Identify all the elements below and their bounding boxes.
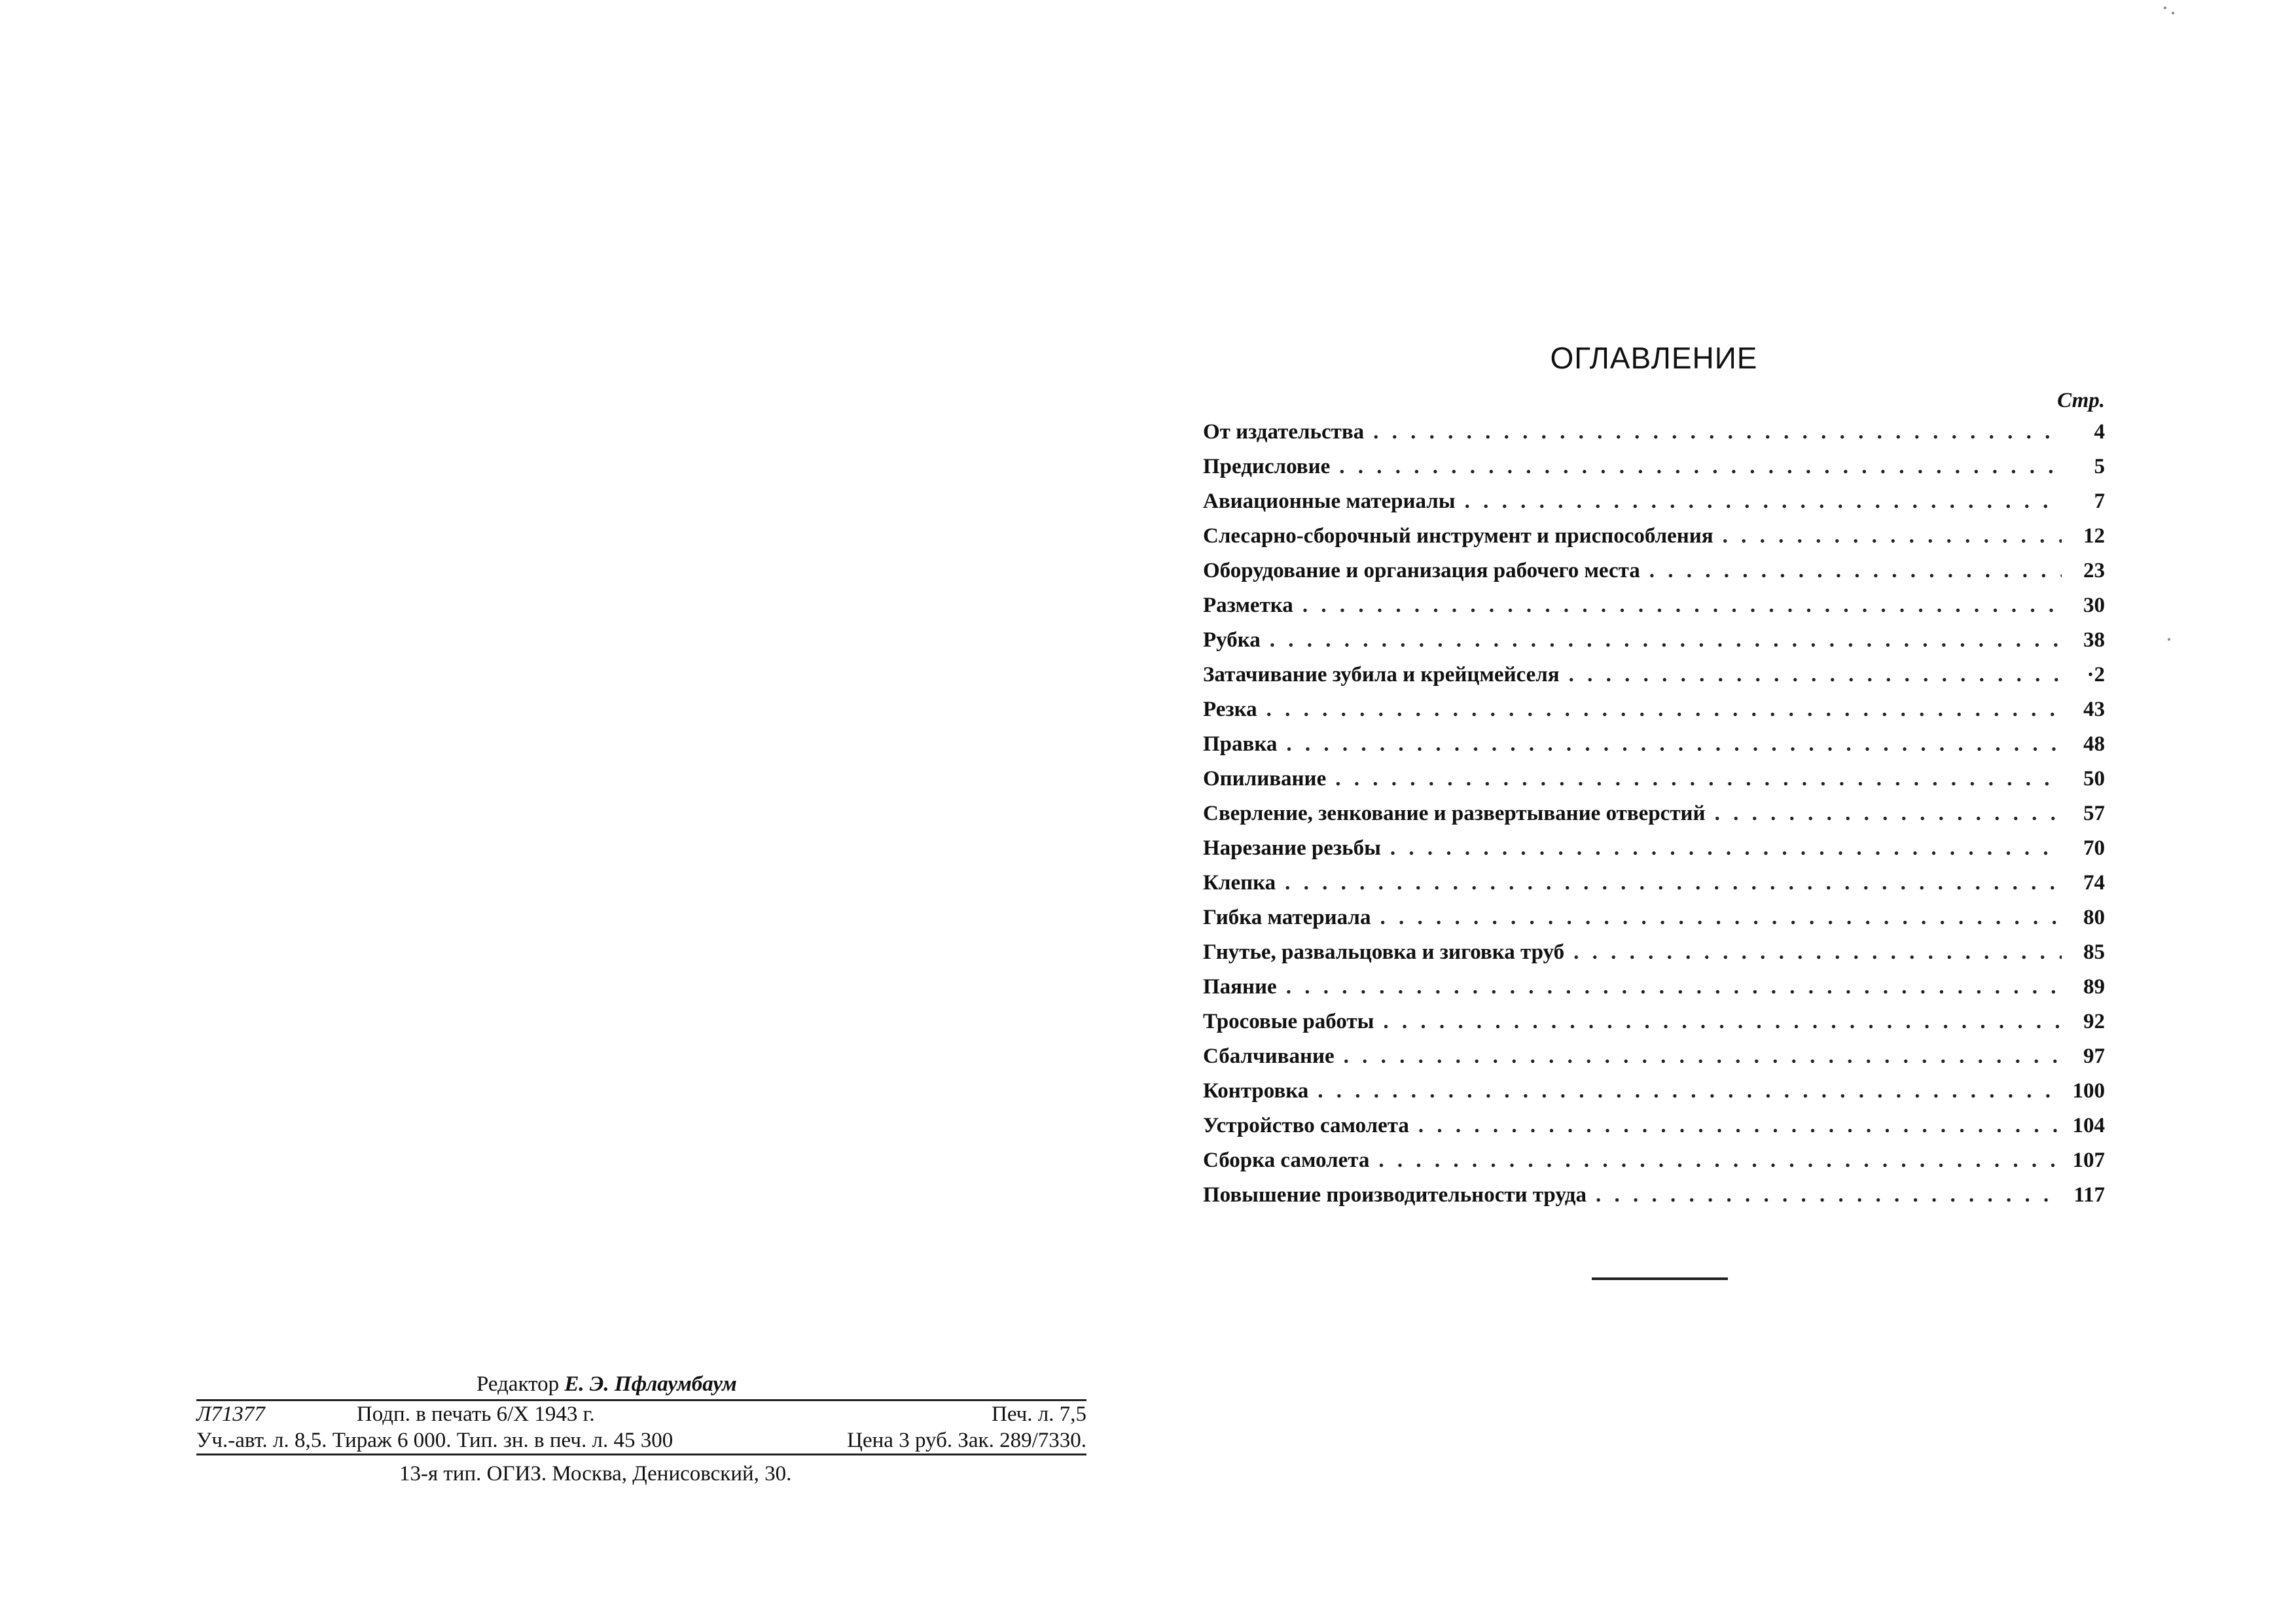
toc-entry-list xyxy=(1203,415,2105,1213)
toc-entry-label: Правка xyxy=(1203,732,1278,756)
toc-entry xyxy=(1203,658,2105,692)
toc-entry-label: Сборка самолета xyxy=(1203,1149,1370,1172)
editor-name: Е. Э. Пфлаумбаум xyxy=(564,1372,737,1396)
imprint-signed-date: Подп. в печать 6/X 1943 г. xyxy=(356,1402,595,1426)
editor-prefix: Редактор xyxy=(476,1372,560,1396)
toc-entry-page: 5 xyxy=(2094,455,2105,478)
toc-entry xyxy=(1203,519,2105,554)
toc-dot-leader xyxy=(1573,935,2062,970)
toc-dot-leader xyxy=(1723,519,2062,554)
toc-entry xyxy=(1203,1005,2105,1039)
scan-speck xyxy=(2164,7,2166,9)
toc-entry xyxy=(1203,935,2105,970)
toc-page-column-header: Стр. xyxy=(2057,389,2105,412)
toc-entry xyxy=(1203,450,2105,484)
scan-speck xyxy=(2168,638,2170,641)
toc-dot-leader xyxy=(1285,866,2062,901)
toc-entry-label: Разметка xyxy=(1203,594,1293,617)
toc-entry xyxy=(1203,484,2105,519)
toc-entry-page: 80 xyxy=(2083,906,2105,929)
toc-entry-label: Предисловие xyxy=(1203,455,1331,478)
toc-entry-label: От издательства xyxy=(1203,420,1365,444)
publication-imprint xyxy=(196,1369,1086,1492)
toc-entry-page: 89 xyxy=(2083,975,2105,999)
toc-entry xyxy=(1203,1074,2105,1109)
toc-entry-page: 85 xyxy=(2083,940,2105,964)
toc-entry xyxy=(1203,796,2105,831)
toc-entry xyxy=(1203,554,2105,588)
toc-entry-label: Опиливание xyxy=(1203,767,1327,791)
toc-entry-page: 43 xyxy=(2083,698,2105,721)
toc-dot-leader xyxy=(1383,1005,2062,1039)
toc-entry-page: 7 xyxy=(2094,490,2105,513)
toc-entry-label: Слесарно-сборочный инструмент и приспособления xyxy=(1203,524,1713,548)
toc-entry-page: 38 xyxy=(2083,628,2105,652)
toc-entry-label: Контровка xyxy=(1203,1079,1309,1103)
imprint-details: Уч.-авт. л. 8,5. Тираж 6 000. Тип. зн. в печ. л. 45 300 xyxy=(196,1429,673,1452)
toc-entry-page: 57 xyxy=(2083,802,2105,825)
toc-entry-label: Сбалчивание xyxy=(1203,1044,1335,1068)
toc-entry-page: 23 xyxy=(2083,559,2105,582)
toc-entry-page: 4 xyxy=(2094,420,2105,444)
toc-dot-leader xyxy=(1344,1039,2062,1074)
imprint-print-sheets: Печ. л. 7,5 xyxy=(992,1402,1086,1426)
toc-entry-page: 30 xyxy=(2083,594,2105,617)
toc-dot-leader xyxy=(1339,450,2062,484)
toc-dot-leader xyxy=(1373,415,2062,450)
toc-entry-label: Тросовые работы xyxy=(1203,1010,1374,1033)
toc-dot-leader xyxy=(1465,484,2062,519)
toc-dot-leader xyxy=(1270,623,2062,658)
toc-entry-label: Затачивание зубила и крейцмейселя xyxy=(1203,663,1560,687)
toc-dot-leader xyxy=(1418,1109,2062,1143)
toc-entry-page: 92 xyxy=(2083,1010,2105,1033)
toc-entry xyxy=(1203,692,2105,727)
toc-dot-leader xyxy=(1378,1143,2062,1178)
toc-dot-leader xyxy=(1715,796,2062,831)
toc-entry-label: Гнутье, развальцовка и зиговка труб xyxy=(1203,940,1565,964)
editor-line xyxy=(196,1369,1086,1399)
toc-entry-label: Повышение производительности труда xyxy=(1203,1183,1587,1207)
toc-dot-leader xyxy=(1596,1178,2062,1213)
toc-entry xyxy=(1203,623,2105,658)
toc-entry-label: Сверление, зенкование и развертывание отверстий xyxy=(1203,802,1706,825)
toc-entry xyxy=(1203,970,2105,1005)
imprint-line-2 xyxy=(196,1427,1086,1454)
toc-entry xyxy=(1203,901,2105,935)
toc-entry-page: 100 xyxy=(2072,1079,2105,1103)
toc-dot-leader xyxy=(1649,554,2062,588)
toc-entry-label: Устройство самолета xyxy=(1203,1114,1409,1137)
imprint-line-1 xyxy=(196,1401,1086,1427)
toc-entry xyxy=(1203,1109,2105,1143)
toc-entry-page: 97 xyxy=(2083,1044,2105,1068)
table-of-contents xyxy=(1203,340,2105,1213)
toc-dot-leader xyxy=(1286,970,2062,1005)
toc-dot-leader xyxy=(1266,692,2062,727)
toc-entry-page: 48 xyxy=(2083,732,2105,756)
end-divider-rule xyxy=(1592,1277,1728,1280)
toc-title: ОГЛАВЛЕНИЕ xyxy=(1550,341,1758,375)
imprint-printer: 13-я тип. ОГИЗ. Москва, Денисовский, 30. xyxy=(399,1462,792,1486)
toc-dot-leader xyxy=(1335,762,2062,796)
toc-dot-leader xyxy=(1302,588,2062,623)
toc-dot-leader xyxy=(1286,727,2062,762)
toc-entry-page: 74 xyxy=(2083,871,2105,895)
toc-entry-page: 104 xyxy=(2072,1114,2105,1137)
toc-entry-page: 70 xyxy=(2083,836,2105,860)
toc-entry xyxy=(1203,866,2105,901)
toc-entry xyxy=(1203,831,2105,866)
scan-speck xyxy=(2172,12,2174,14)
toc-entry xyxy=(1203,727,2105,762)
toc-entry xyxy=(1203,1178,2105,1213)
toc-entry-label: Гибка материала xyxy=(1203,906,1371,929)
toc-entry-page: ·2 xyxy=(2087,663,2105,687)
imprint-code: Л71377 xyxy=(196,1402,265,1426)
toc-dot-leader xyxy=(1318,1074,2062,1109)
toc-entry-page: 107 xyxy=(2072,1149,2105,1172)
toc-entry-label: Нарезание резьбы xyxy=(1203,836,1381,860)
toc-entry-label: Авиационные материалы xyxy=(1203,490,1456,513)
toc-entry xyxy=(1203,1039,2105,1074)
toc-entry-page: 12 xyxy=(2083,524,2105,548)
imprint-price-order: Цена 3 руб. Зак. 289/7330. xyxy=(847,1429,1086,1452)
toc-entry xyxy=(1203,1143,2105,1178)
toc-entry-label: Паяние xyxy=(1203,975,1277,999)
toc-entry xyxy=(1203,762,2105,796)
toc-entry-label: Оборудование и организация рабочего места xyxy=(1203,559,1640,582)
toc-entry-label: Рубка xyxy=(1203,628,1261,652)
toc-entry-label: Клепка xyxy=(1203,871,1276,895)
toc-dot-leader xyxy=(1390,831,2062,866)
toc-entry-page: 50 xyxy=(2083,767,2105,791)
toc-dot-leader xyxy=(1569,658,2062,692)
toc-entry-page: 117 xyxy=(2073,1183,2105,1207)
toc-entry-label: Резка xyxy=(1203,698,1257,721)
toc-dot-leader xyxy=(1380,901,2062,935)
toc-entry xyxy=(1203,588,2105,623)
toc-entry xyxy=(1203,415,2105,450)
